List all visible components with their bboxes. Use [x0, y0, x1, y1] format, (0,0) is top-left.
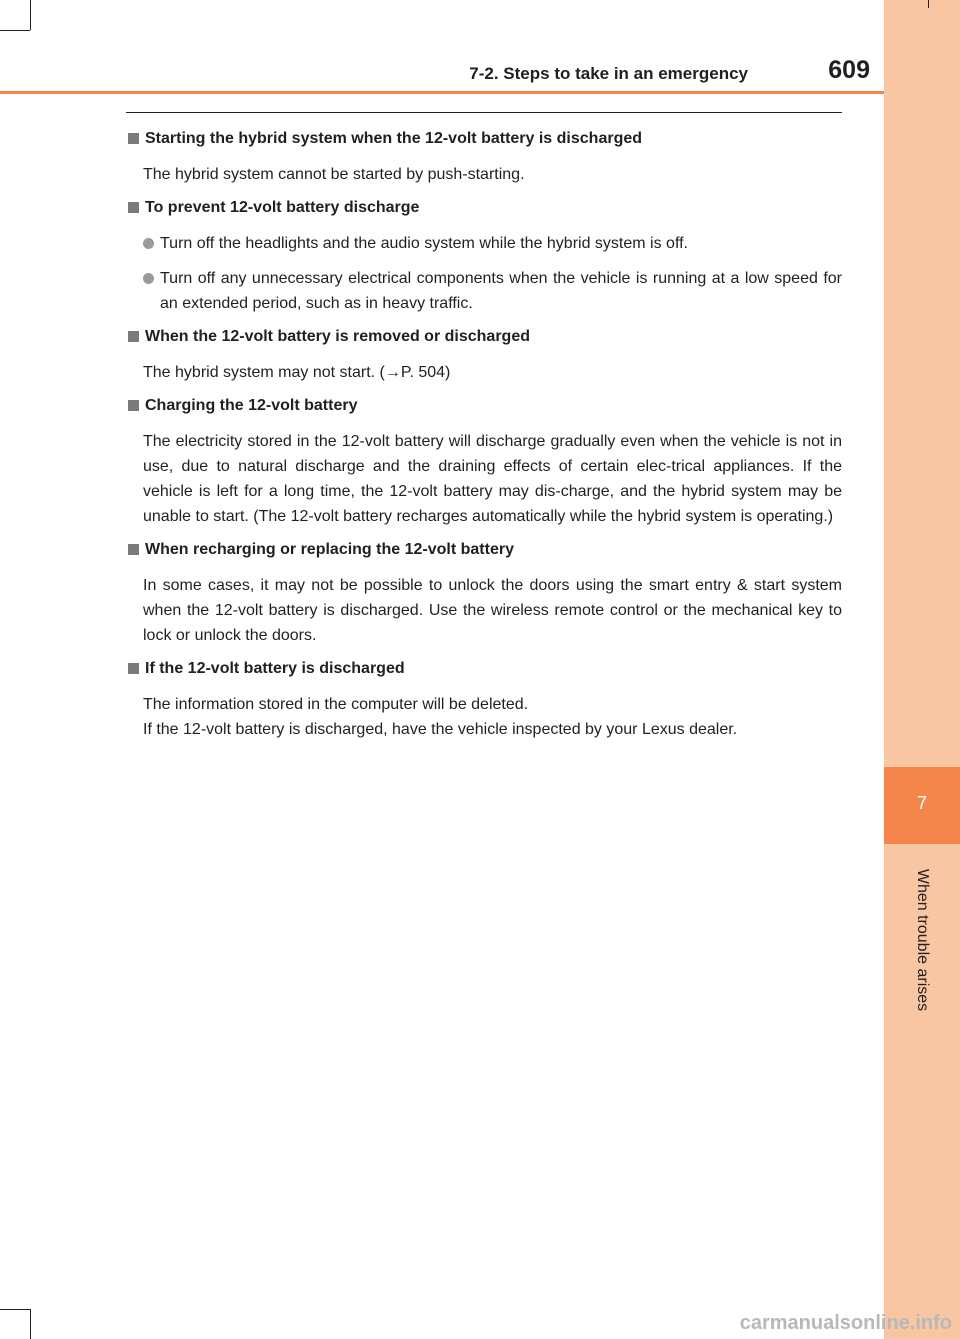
chapter-sidebar — [884, 0, 960, 1339]
content-top-rule — [126, 112, 842, 113]
circle-bullet-icon — [143, 238, 154, 249]
section-heading — [126, 539, 842, 561]
section-heading — [126, 658, 842, 680]
watermark: carmanualsonline.info — [739, 1312, 952, 1334]
section-heading — [126, 326, 842, 348]
crop-mark — [30, 0, 31, 30]
heading-text: When the 12-volt battery is removed or discharged — [145, 328, 530, 345]
square-bullet-icon — [128, 663, 139, 674]
header-rule — [0, 91, 884, 94]
section-label: 7-2. Steps to take in an emergency — [469, 64, 748, 83]
circle-bullet-icon — [143, 273, 154, 284]
bullet-text: Turn off the headlights and the audio system while the hybrid system is off. — [160, 235, 688, 252]
section-heading — [126, 197, 842, 219]
section-heading — [126, 128, 842, 150]
text-line: The information stored in the computer will be deleted. — [143, 696, 529, 713]
heading-text: When recharging or replacing the 12-volt battery — [145, 541, 514, 558]
chapter-number: 7 — [916, 793, 927, 813]
section-text — [143, 692, 842, 742]
bullet-item — [143, 231, 842, 256]
square-bullet-icon — [128, 400, 139, 411]
square-bullet-icon — [128, 331, 139, 342]
heading-text: Charging the 12-volt battery — [145, 397, 358, 414]
chapter-title: When trouble arises — [914, 868, 931, 1012]
crop-mark — [928, 0, 929, 8]
square-bullet-icon — [128, 133, 139, 144]
page-content — [126, 128, 842, 752]
section-text: In some cases, it may not be possible to unlock the doors using the smart entry & start system when the 12-volt battery is discharged. Use the wireless remote control or the mechanical key to lock or unlock the doors. — [143, 577, 842, 644]
square-bullet-icon — [128, 202, 139, 213]
text-line: If the 12-volt battery is discharged, have the vehicle inspected by your Lexus dealer. — [143, 721, 738, 738]
heading-text: To prevent 12-volt battery discharge — [145, 199, 420, 216]
heading-text: Starting the hybrid system when the 12-volt battery is discharged — [145, 130, 643, 147]
heading-text: If the 12-volt battery is discharged — [145, 660, 405, 677]
section-text: The hybrid system cannot be started by push-starting. — [143, 166, 525, 183]
section-heading — [126, 395, 842, 417]
page-number: 609 — [828, 56, 870, 84]
chapter-tab[interactable] — [884, 767, 960, 844]
crop-mark — [0, 30, 30, 31]
crop-mark — [0, 1309, 30, 1310]
square-bullet-icon — [128, 544, 139, 555]
section-text: The electricity stored in the 12-volt battery will discharge gradually even when the vehicle is not in use, due to natural discharge and the draining effects of certain elec-trical appliances. If the vehicle is left for a long time, the 12-volt battery may dis-charge, and the hybrid system may be unable to start. (The 12-volt battery recharges automatically while the hybrid system is operating.) — [143, 433, 842, 525]
bullet-item — [143, 266, 842, 316]
section-text: The hybrid system may not start. (→P. 504) — [143, 364, 451, 381]
bullet-text: Turn off any unnecessary electrical components when the vehicle is running at a low speed for an extended period, such as in heavy traffic. — [160, 270, 842, 312]
crop-mark — [30, 1309, 31, 1339]
